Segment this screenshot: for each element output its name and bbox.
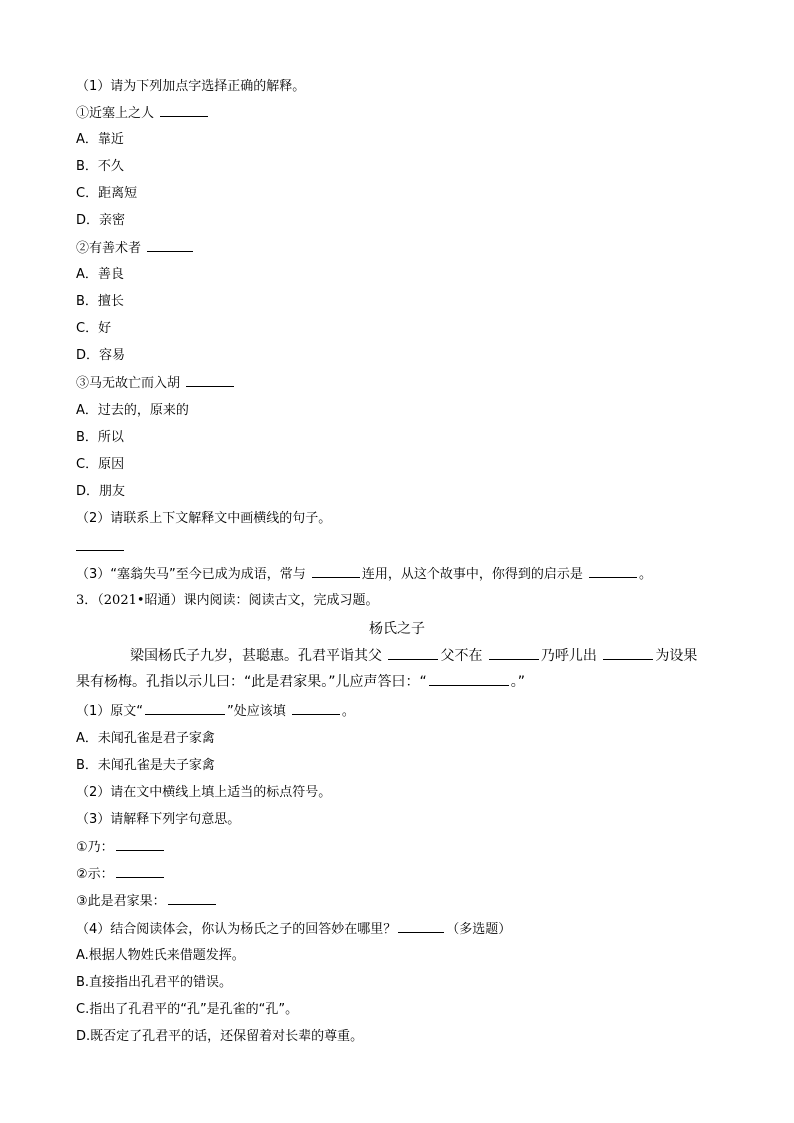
punctuation-blank[interactable]: [603, 647, 653, 660]
option: A．善良: [76, 267, 124, 282]
q1-1-stem: [76, 104, 210, 123]
option: C．距离短: [76, 186, 138, 201]
p4-line: [76, 920, 511, 939]
p1-text-a: （1）原文“: [76, 704, 144, 719]
q3-text-b: 连用，从这个故事中，你得到的启示是: [361, 567, 583, 582]
p3-item-label: ①乃：: [76, 840, 114, 855]
answer-blank[interactable]: [589, 565, 637, 578]
q3-line: [76, 565, 652, 584]
option: A．靠近: [76, 132, 124, 147]
p3-item-2: [76, 865, 166, 884]
q1-3-stem: [76, 374, 236, 393]
p3-item-1: [76, 838, 166, 857]
p3-item-label: ②示：: [76, 867, 114, 882]
option: A．过去的，原来的: [76, 403, 189, 418]
p3-header: （3）请解释下列字句意思。: [76, 812, 241, 827]
option: D.既否定了孔君平的话，还保留着对长辈的尊重。: [76, 1029, 364, 1044]
passage-text: 父不在: [440, 648, 483, 664]
answer-blank[interactable]: [292, 702, 340, 715]
p1-line: [76, 702, 355, 721]
passage-text: 为设果: [655, 648, 698, 664]
option: B．不久: [76, 159, 124, 174]
answer-blank[interactable]: [312, 565, 360, 578]
p4-text-b: （多选题）: [446, 922, 512, 937]
option: B．擅长: [76, 294, 124, 309]
q2-answer-line: [76, 538, 124, 557]
q1-2-stem-text: ②有善术者: [76, 241, 142, 256]
option: C．好: [76, 321, 112, 336]
p1-text-c: 。: [341, 704, 355, 719]
p1-text-b: ”处应该填: [227, 704, 286, 719]
p2-text: （2）请在文中横线上填上适当的标点符号。: [76, 785, 332, 800]
q1-2-stem: [76, 239, 195, 258]
passage-text: 乃呼儿出: [540, 648, 597, 664]
q1-header: （1）请为下列加点字选择正确的解释。: [76, 79, 306, 94]
passage-title: 杨氏之子: [369, 621, 425, 637]
p4-text-a: （4）结合阅读体会，你认为杨氏之子的回答妙在哪里？: [76, 922, 397, 937]
passage-line-1: [130, 647, 697, 665]
answer-blank[interactable]: [429, 673, 509, 686]
answer-blank[interactable]: [160, 104, 208, 117]
q2-text: （2）请联系上下文解释文中画横线的句子。: [76, 511, 332, 526]
option: B.直接指出孔君平的错误。: [76, 975, 233, 990]
passage-text: 。”: [510, 674, 526, 690]
option: C.指出了孔君平的“孔”是孔雀的“孔”。: [76, 1002, 299, 1017]
option: D．朋友: [76, 484, 126, 499]
option: A．未闻孔雀是君子家禽: [76, 731, 215, 746]
quote-blank: [145, 702, 225, 715]
answer-blank[interactable]: [186, 374, 234, 387]
answer-blank[interactable]: [398, 920, 444, 933]
passage-line-2: [76, 673, 525, 691]
option: B．所以: [76, 430, 124, 445]
option: D．亲密: [76, 213, 126, 228]
option: A.根据人物姓氏来借题发挥。: [76, 948, 245, 963]
punctuation-blank[interactable]: [388, 647, 438, 660]
q1-3-stem-text: ③马无故亡而入胡: [76, 376, 181, 391]
punctuation-blank[interactable]: [489, 647, 539, 660]
option: D．容易: [76, 348, 126, 363]
option: C．原因: [76, 457, 125, 472]
item3-header: 3．（2021•昭通）课内阅读：阅读古文，完成习题。: [76, 593, 379, 608]
answer-blank[interactable]: [76, 538, 124, 551]
answer-blank[interactable]: [168, 892, 216, 905]
p3-item-label: ③此是君家果：: [76, 894, 166, 909]
q1-1-stem-text: ①近塞上之人: [76, 106, 155, 121]
passage-text: 果有杨梅。孔指以示儿曰：“此是君家果。”儿应声答曰：“: [76, 674, 427, 690]
q3-text-c: 。: [639, 567, 653, 582]
option: B．未闻孔雀是夫子家禽: [76, 758, 215, 773]
q3-text-a: （3）“塞翁失马”至今已成为成语，常与: [76, 567, 306, 582]
answer-blank[interactable]: [116, 865, 164, 878]
passage-text: 梁国杨氏子九岁，甚聪惠。孔君平诣其父: [130, 648, 382, 664]
answer-blank[interactable]: [116, 838, 164, 851]
p3-item-3: [76, 892, 218, 911]
answer-blank[interactable]: [147, 239, 193, 252]
